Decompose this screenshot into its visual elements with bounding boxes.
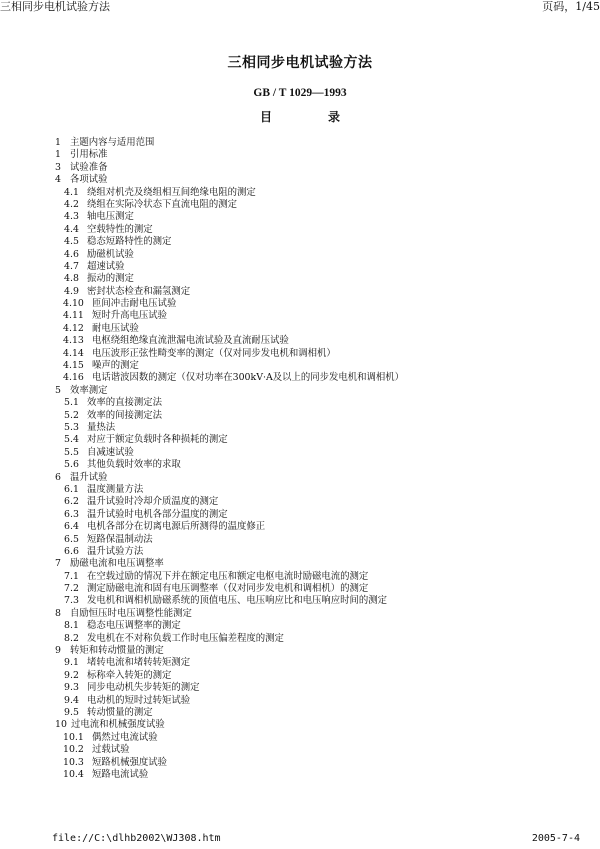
toc-item-number: 4.7: [64, 260, 79, 272]
toc-item-label[interactable]: 轴电压测定: [87, 211, 134, 223]
toc-item-number: 4: [55, 174, 61, 186]
footer-date: 2005-7-4: [531, 833, 580, 844]
toc-item-label[interactable]: 温升试验: [70, 471, 108, 483]
toc-item[interactable]: [55, 534, 575, 546]
toc-item-number: 3: [55, 161, 61, 173]
toc-item-number: 6.4: [64, 521, 79, 533]
toc-item-number: 6.5: [64, 533, 79, 545]
toc-item-label[interactable]: 转动惯量的测定: [87, 706, 153, 718]
toc-item-number: 9.5: [64, 706, 79, 718]
toc-item[interactable]: [55, 249, 575, 261]
toc-item[interactable]: [55, 695, 575, 707]
toc-item-number: 10.1: [63, 731, 84, 743]
toc-item-number: 5.3: [64, 421, 79, 433]
toc-item-number: 8.1: [64, 620, 79, 632]
toc-item[interactable]: [55, 273, 575, 285]
page-header: [0, 0, 600, 14]
toc-item-label[interactable]: 主题内容与适用范围: [70, 137, 155, 148]
document-title: 三相同步电机试验方法: [227, 55, 373, 71]
toc-item[interactable]: [55, 310, 575, 322]
toc-item[interactable]: [55, 447, 575, 459]
toc-item[interactable]: [55, 298, 575, 310]
toc-item-number: 4.10: [63, 298, 84, 310]
toc-item[interactable]: [55, 571, 575, 583]
toc-item-label[interactable]: 密封状态检查和漏氢测定: [87, 285, 191, 297]
toc-item[interactable]: [55, 199, 575, 211]
toc-item-label[interactable]: 测定励磁电流和固有电压调整率（仅对同步发电机和调相机）的测定: [87, 583, 369, 595]
toc-item[interactable]: [55, 385, 575, 397]
toc-item-label[interactable]: 匝间冲击耐电压试验: [92, 298, 177, 310]
toc-item-number: 4.2: [64, 198, 79, 210]
footer-file-path: file://C:\dlhb2002\WJ308.htm: [52, 833, 221, 844]
toc-item[interactable]: [55, 149, 575, 161]
toc-item-label[interactable]: 电动机的短时过转矩试验: [87, 694, 191, 706]
toc-item[interactable]: [55, 719, 575, 731]
toc-item-number: 4.14: [63, 347, 84, 359]
toc-item[interactable]: [55, 620, 575, 632]
toc-item-label[interactable]: 励磁电流和电压调整率: [70, 558, 164, 570]
toc-item-label[interactable]: 短路电流试验: [92, 768, 149, 780]
toc-item-label[interactable]: 堵转电流和堵转转矩测定: [87, 657, 191, 669]
toc-item[interactable]: [55, 187, 575, 199]
toc-item-label[interactable]: 温升试验时电机各部分温度的测定: [87, 508, 228, 520]
toc-item-number: 4.9: [64, 285, 79, 297]
toc-item-number: 6: [55, 471, 61, 483]
toc-item-number: 1: [55, 149, 61, 161]
toc-item-label[interactable]: 温度测量方法: [87, 483, 144, 495]
toc-item-number: 8.2: [64, 632, 79, 644]
toc-item-number: 10.4: [63, 768, 84, 780]
toc-item-label[interactable]: 对应于额定负载时各种损耗的测定: [87, 434, 228, 446]
toc-item[interactable]: [55, 583, 575, 595]
toc-item-label[interactable]: 发电机和调相机励磁系统的顶值电压、电压响应比和电压响应时间的测定: [87, 595, 388, 607]
toc-item[interactable]: [55, 595, 575, 607]
toc-item-label[interactable]: 电枢绕组绝缘直流泄漏电流试验及直流耐压试验: [92, 335, 289, 347]
toc-item[interactable]: [55, 608, 575, 620]
toc-item-label[interactable]: 自减速试验: [87, 446, 134, 458]
toc-item-number: 4.6: [64, 248, 79, 260]
toc-item-number: 8: [55, 607, 61, 619]
toc-item-number: 4.11: [63, 310, 84, 322]
toc-item-number: 6.6: [64, 545, 79, 557]
toc-item-label[interactable]: 过载试验: [92, 744, 130, 756]
toc-item-number: 4.1: [64, 186, 79, 198]
toc-item-label[interactable]: 温升试验方法: [87, 545, 144, 557]
toc-item-number: 6.3: [64, 508, 79, 520]
toc-item-label[interactable]: 短路机械强度试验: [92, 756, 168, 768]
toc-item[interactable]: [55, 670, 575, 682]
toc-item-number: 4.4: [64, 223, 79, 235]
toc-item[interactable]: [55, 162, 575, 174]
toc-item-number: 10: [55, 719, 67, 731]
toc-item-label[interactable]: 电压波形正弦性畸变率的测定（仅对同步发电机和调相机）: [92, 347, 336, 359]
toc-item-label[interactable]: 效率测定: [70, 384, 108, 396]
toc-item-label[interactable]: 绕组在实际冷状态下直流电阻的测定: [87, 198, 238, 210]
toc-item-label[interactable]: 偶然过电流试验: [92, 731, 158, 743]
toc-item-label[interactable]: 电话谐波因数的测定（仅对功率在300kV·A及以上的同步发电机和调相机）: [92, 372, 404, 384]
toc-item-label[interactable]: 空载特性的测定: [87, 223, 153, 235]
toc-item-number: 5: [55, 384, 61, 396]
page-footer: [0, 832, 600, 846]
toc-item-number: 5.2: [64, 409, 79, 421]
toc-item[interactable]: [55, 335, 575, 347]
toc-item-number: 9.3: [64, 682, 79, 694]
toc-item-number: 4.13: [63, 335, 84, 347]
toc-item-label[interactable]: 振动的测定: [87, 273, 134, 285]
toc-item-label[interactable]: 温升试验时冷却介质温度的测定: [87, 496, 219, 508]
toc-item[interactable]: [55, 682, 575, 694]
toc-item[interactable]: [55, 496, 575, 508]
toc-item-number: 4.5: [64, 236, 79, 248]
table-of-contents: [55, 137, 575, 781]
toc-item-label[interactable]: 稳态短路特性的测定: [87, 236, 172, 248]
toc-item[interactable]: [55, 224, 575, 236]
toc-item-number: 10.2: [63, 744, 84, 756]
toc-item-number: 9.2: [64, 669, 79, 681]
toc-item-number: 7.2: [64, 583, 79, 595]
toc-item-label[interactable]: 在空载过励的情况下并在额定电压和额定电枢电流时励磁电流的测定: [87, 570, 369, 582]
toc-item-number: 9.1: [64, 657, 79, 669]
toc-item-label[interactable]: 绕组对机壳及绕组相互间绝缘电阻的测定: [87, 186, 256, 198]
toc-item-number: 9.4: [64, 694, 79, 706]
toc-item[interactable]: [55, 434, 575, 446]
toc-item[interactable]: [55, 236, 575, 248]
toc-item-label[interactable]: 量热法: [87, 421, 116, 433]
toc-item-label[interactable]: 自励恒压时电压调整性能测定: [70, 607, 192, 619]
toc-item[interactable]: [55, 757, 575, 769]
toc-item[interactable]: [55, 707, 575, 719]
toc-item-label[interactable]: 标称牵入转矩的测定: [87, 669, 172, 681]
toc-item-number: 7.1: [64, 570, 79, 582]
toc-item[interactable]: [55, 397, 575, 409]
toc-item-number: 9: [55, 645, 61, 657]
toc-item-label[interactable]: 引用标准: [70, 149, 108, 161]
toc-item-label[interactable]: 短路保温制动法: [87, 533, 153, 545]
toc-item[interactable]: [55, 348, 575, 360]
toc-item-number: 10.3: [63, 756, 84, 768]
toc-item-label[interactable]: 发电机在不对称负载工作时电压偏差程度的测定: [87, 632, 284, 644]
toc-item-label[interactable]: 短时升高电压试验: [92, 310, 168, 322]
toc-item[interactable]: [55, 261, 575, 273]
toc-item-label[interactable]: 各项试验: [70, 174, 108, 186]
toc-item-label[interactable]: 励磁机试验: [87, 248, 134, 260]
toc-item-label[interactable]: 稳态电压调整率的测定: [87, 620, 181, 632]
toc-item-label[interactable]: 电机各部分在切离电源后所测得的温度修正: [87, 521, 266, 533]
toc-item-number: 7.3: [64, 595, 79, 607]
toc-item-number: 5.4: [64, 434, 79, 446]
toc-item-label[interactable]: 噪声的测定: [92, 360, 139, 372]
toc-item[interactable]: [55, 521, 575, 533]
toc-item[interactable]: [55, 546, 575, 558]
toc-item[interactable]: [55, 472, 575, 484]
standard-number: GB / T 1029—1993: [253, 87, 347, 99]
toc-heading: 目 录: [259, 110, 362, 124]
toc-item-number: 4.3: [64, 211, 79, 223]
toc-item-number: 4.15: [63, 360, 84, 372]
toc-item[interactable]: [55, 744, 575, 756]
toc-item[interactable]: [55, 174, 575, 186]
toc-item-number: 5.1: [64, 397, 79, 409]
header-document-title: 三相同步电机试验方法: [0, 0, 110, 13]
toc-item[interactable]: [55, 509, 575, 521]
toc-item[interactable]: [55, 657, 575, 669]
toc-item[interactable]: [55, 769, 575, 781]
toc-item[interactable]: [55, 360, 575, 372]
toc-item-label[interactable]: 过电流和机械强度试验: [71, 719, 165, 731]
toc-item-number: 1: [55, 137, 61, 148]
toc-item[interactable]: [55, 484, 575, 496]
header-page-number: 页码，1/45: [542, 0, 600, 13]
toc-item[interactable]: [55, 645, 575, 657]
toc-item-label[interactable]: 超速试验: [87, 260, 125, 272]
toc-item-number: 4.8: [64, 273, 79, 285]
toc-item-label[interactable]: 效率的间接测定法: [87, 409, 163, 421]
toc-item-number: 4.12: [63, 322, 84, 334]
toc-item-number: 7: [55, 558, 61, 570]
toc-item-number: 5.6: [64, 459, 79, 471]
toc-item[interactable]: [55, 558, 575, 570]
toc-item-number: 5.5: [64, 446, 79, 458]
toc-item[interactable]: [55, 211, 575, 223]
toc-item[interactable]: [55, 372, 575, 384]
toc-item-number: 4.16: [63, 372, 84, 384]
toc-item-label[interactable]: 同步电动机失步转矩的测定: [87, 682, 200, 694]
toc-item-label[interactable]: 其他负载时效率的求取: [87, 459, 181, 471]
toc-item[interactable]: [55, 633, 575, 645]
toc-item-number: 6.2: [64, 496, 79, 508]
toc-item[interactable]: [55, 459, 575, 471]
toc-item[interactable]: [55, 137, 575, 149]
toc-item[interactable]: [55, 732, 575, 744]
toc-item-label[interactable]: 转矩和转动惯量的测定: [70, 645, 164, 657]
toc-item[interactable]: [55, 323, 575, 335]
toc-item[interactable]: [55, 422, 575, 434]
toc-item-label[interactable]: 试验准备: [70, 161, 108, 173]
toc-item-label[interactable]: 耐电压试验: [92, 322, 139, 334]
toc-item-label[interactable]: 效率的直接测定法: [87, 397, 163, 409]
toc-item[interactable]: [55, 410, 575, 422]
toc-item-number: 6.1: [64, 483, 79, 495]
toc-item[interactable]: [55, 286, 575, 298]
